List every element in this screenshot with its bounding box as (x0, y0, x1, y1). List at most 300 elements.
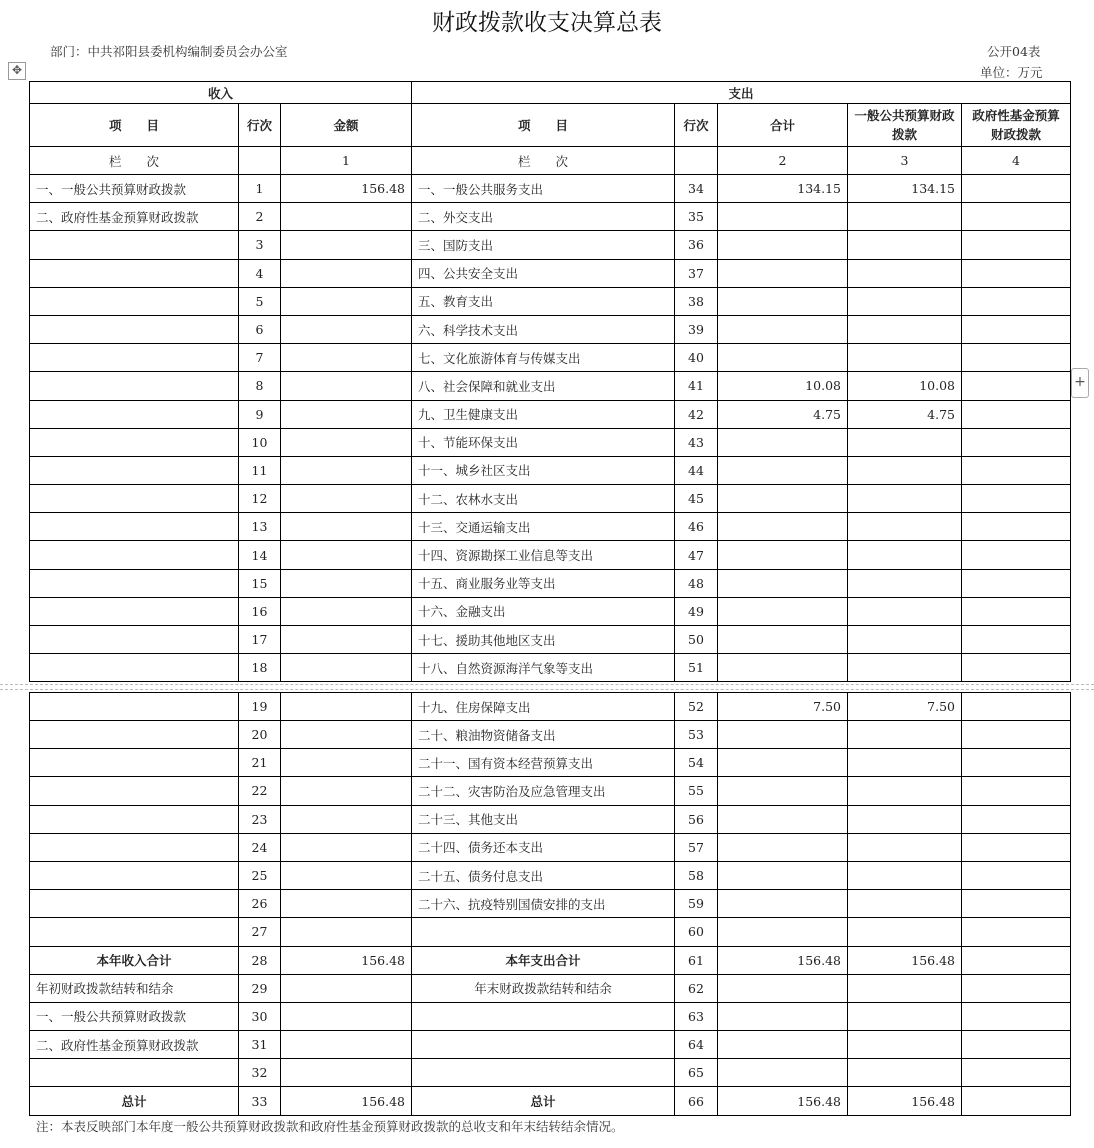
general-budget-cell: 7.50 (848, 693, 962, 721)
general-budget-cell (848, 344, 962, 372)
gov-fund-cell (962, 372, 1071, 400)
expense-item-cell: 十六、金融支出 (412, 597, 675, 625)
expense-item-cell: 二十四、债务还本支出 (412, 833, 675, 861)
general-budget-cell (848, 805, 962, 833)
income-line-cell: 8 (239, 372, 281, 400)
expense-line-cell: 62 (675, 974, 718, 1002)
income-amount-cell (281, 805, 412, 833)
expense-item-cell: 十一、城乡社区支出 (412, 456, 675, 484)
income-amount-cell (281, 890, 412, 918)
gov-fund-cell (962, 231, 1071, 259)
gov-fund-cell (962, 175, 1071, 203)
expense-item-cell: 总计 (412, 1087, 675, 1115)
gov-fund-cell (962, 287, 1071, 315)
general-budget-cell (848, 597, 962, 625)
general-budget-cell (848, 861, 962, 889)
income-amount-cell (281, 287, 412, 315)
expense-item-cell: 本年支出合计 (412, 946, 675, 974)
gov-fund-cell (962, 918, 1071, 946)
income-line-cell: 18 (239, 654, 281, 682)
table-row (30, 569, 1071, 597)
table-row (30, 344, 1071, 372)
income-line-cell: 9 (239, 400, 281, 428)
income-line-cell: 25 (239, 861, 281, 889)
general-budget-cell: 134.15 (848, 175, 962, 203)
gov-fund-cell (962, 626, 1071, 654)
expense-line-cell: 45 (675, 485, 718, 513)
gov-fund-cell (962, 693, 1071, 721)
income-item-cell (30, 569, 239, 597)
expense-total-cell (718, 428, 848, 456)
expense-item-cell: 五、教育支出 (412, 287, 675, 315)
income-amount-cell (281, 693, 412, 721)
income-line-header: 行次 (239, 104, 281, 147)
income-line-cell: 14 (239, 541, 281, 569)
expense-item-cell: 十八、自然资源海洋气象等支出 (412, 654, 675, 682)
expense-item-cell: 二十三、其他支出 (412, 805, 675, 833)
expense-line-header: 行次 (675, 104, 718, 147)
income-line-cell: 30 (239, 1002, 281, 1030)
income-amount-cell (281, 861, 412, 889)
income-item-cell (30, 485, 239, 513)
income-amount-cell (281, 400, 412, 428)
income-line-cell: 23 (239, 805, 281, 833)
expense-total-cell (718, 513, 848, 541)
expense-total-cell (718, 344, 848, 372)
expense-line-cell: 46 (675, 513, 718, 541)
expense-total-cell (718, 456, 848, 484)
income-line-cell: 31 (239, 1031, 281, 1059)
table-row (30, 946, 1071, 974)
income-item-cell (30, 918, 239, 946)
income-line-cell: 7 (239, 344, 281, 372)
expense-total-cell (718, 231, 848, 259)
income-line-cell: 20 (239, 721, 281, 749)
table-row (30, 805, 1071, 833)
gov-fund-cell (962, 1031, 1071, 1059)
income-item-cell (30, 287, 239, 315)
income-amount-cell (281, 654, 412, 682)
income-item-cell (30, 344, 239, 372)
expense-total-header: 合计 (718, 104, 848, 147)
expense-line-cell: 37 (675, 259, 718, 287)
gov-fund-cell (962, 259, 1071, 287)
col-number-cell: 2 (718, 147, 848, 175)
expense-total-cell (718, 1031, 848, 1059)
income-line-cell: 6 (239, 315, 281, 343)
income-line-cell: 28 (239, 946, 281, 974)
expense-item-cell: 二十五、债务付息支出 (412, 861, 675, 889)
expense-total-cell (718, 777, 848, 805)
expense-total-cell (718, 890, 848, 918)
income-item-cell (30, 400, 239, 428)
add-row-icon[interactable]: + (1071, 368, 1089, 398)
general-budget-header: 一般公共预算财政拨款 (848, 104, 962, 147)
expense-line-cell: 51 (675, 654, 718, 682)
general-budget-cell (848, 428, 962, 456)
table-row (30, 974, 1071, 1002)
expense-total-cell: 10.08 (718, 372, 848, 400)
general-budget-cell (848, 721, 962, 749)
expense-line-cell: 64 (675, 1031, 718, 1059)
gov-fund-cell (962, 569, 1071, 597)
expense-line-cell: 63 (675, 1002, 718, 1030)
expense-item-cell: 二、外交支出 (412, 203, 675, 231)
expense-header: 支出 (412, 82, 1071, 104)
gov-fund-cell (962, 597, 1071, 625)
income-item-cell (30, 693, 239, 721)
general-budget-cell (848, 287, 962, 315)
income-amount-cell: 156.48 (281, 175, 412, 203)
income-item-cell (30, 315, 239, 343)
expense-item-cell (412, 918, 675, 946)
table-row (30, 513, 1071, 541)
expense-item-header: 项 目 (412, 104, 675, 147)
gov-fund-cell (962, 203, 1071, 231)
income-line-cell: 33 (239, 1087, 281, 1115)
income-item-cell: 年初财政拨款结转和结余 (30, 974, 239, 1002)
expense-line-cell: 57 (675, 833, 718, 861)
expense-line-cell: 39 (675, 315, 718, 343)
table-row (30, 861, 1071, 889)
expense-line-cell: 43 (675, 428, 718, 456)
expense-total-cell: 134.15 (718, 175, 848, 203)
gov-fund-cell (962, 946, 1071, 974)
income-amount-cell (281, 513, 412, 541)
expense-line-cell: 54 (675, 749, 718, 777)
income-line-cell: 13 (239, 513, 281, 541)
col-label-cell: 栏 次 (30, 147, 239, 175)
expense-item-cell: 三、国防支出 (412, 231, 675, 259)
expense-item-cell: 九、卫生健康支出 (412, 400, 675, 428)
table-row (30, 1002, 1071, 1030)
income-item-cell (30, 626, 239, 654)
expense-line-cell: 55 (675, 777, 718, 805)
general-budget-cell (848, 749, 962, 777)
finance-table-part1 (29, 81, 1071, 682)
income-item-cell (30, 777, 239, 805)
income-header: 收入 (30, 82, 412, 104)
expense-total-cell (718, 287, 848, 315)
expense-line-cell: 53 (675, 721, 718, 749)
income-item-cell (30, 541, 239, 569)
expense-total-cell (718, 861, 848, 889)
expense-item-cell: 八、社会保障和就业支出 (412, 372, 675, 400)
income-amount-cell (281, 259, 412, 287)
income-item-cell (30, 428, 239, 456)
expense-line-cell: 34 (675, 175, 718, 203)
income-amount-cell (281, 918, 412, 946)
income-amount-cell: 156.48 (281, 1087, 412, 1115)
general-budget-cell (848, 1031, 962, 1059)
expense-item-cell: 十四、资源勘探工业信息等支出 (412, 541, 675, 569)
expense-total-cell (718, 805, 848, 833)
general-budget-cell (848, 626, 962, 654)
income-item-cell (30, 372, 239, 400)
income-line-cell: 29 (239, 974, 281, 1002)
expense-line-cell: 47 (675, 541, 718, 569)
table-row (30, 654, 1071, 682)
page-break-line (0, 684, 1094, 685)
expense-total-cell (718, 569, 848, 597)
income-amount-cell (281, 597, 412, 625)
table-row (30, 175, 1071, 203)
general-budget-cell (848, 890, 962, 918)
gov-fund-cell (962, 805, 1071, 833)
col-number-cell: 3 (848, 147, 962, 175)
expense-total-cell (718, 833, 848, 861)
gov-fund-cell (962, 861, 1071, 889)
expense-item-cell: 四、公共安全支出 (412, 259, 675, 287)
income-amount-cell (281, 456, 412, 484)
expense-item-cell (412, 1059, 675, 1087)
income-item-cell (30, 749, 239, 777)
expense-total-cell (718, 541, 848, 569)
income-amount-cell (281, 372, 412, 400)
expense-total-cell (718, 974, 848, 1002)
expense-total-cell (718, 626, 848, 654)
income-item-cell (30, 456, 239, 484)
table-row (30, 626, 1071, 654)
expense-item-cell: 十三、交通运输支出 (412, 513, 675, 541)
table-row (30, 749, 1071, 777)
expense-line-cell: 49 (675, 597, 718, 625)
table-row (30, 833, 1071, 861)
expense-line-cell: 59 (675, 890, 718, 918)
expense-line-cell: 65 (675, 1059, 718, 1087)
income-line-cell: 21 (239, 749, 281, 777)
income-item-cell: 二、政府性基金预算财政拨款 (30, 203, 239, 231)
general-budget-cell: 4.75 (848, 400, 962, 428)
income-line-cell: 12 (239, 485, 281, 513)
income-item-cell: 二、政府性基金预算财政拨款 (30, 1031, 239, 1059)
income-line-cell: 26 (239, 890, 281, 918)
general-budget-cell (848, 513, 962, 541)
expense-total-cell (718, 654, 848, 682)
footnote: 注：本表反映部门本年度一般公共预算财政拨款和政府性基金预算财政拨款的总收支和年末结转结余情况。 (36, 1119, 624, 1134)
income-amount-header: 金额 (281, 104, 412, 147)
general-budget-cell (848, 654, 962, 682)
table-row (30, 1087, 1071, 1115)
income-line-cell: 22 (239, 777, 281, 805)
expense-total-cell (718, 918, 848, 946)
gov-fund-cell (962, 777, 1071, 805)
expense-total-cell (718, 1002, 848, 1030)
expense-line-cell: 48 (675, 569, 718, 597)
expense-line-cell: 44 (675, 456, 718, 484)
expense-total-cell (718, 203, 848, 231)
expense-line-cell: 38 (675, 287, 718, 315)
department-label: 部门：中共祁阳县委机构编制委员会办公室 (50, 44, 288, 59)
gov-fund-cell (962, 1002, 1071, 1030)
table-row (30, 597, 1071, 625)
expense-item-cell: 十二、农林水支出 (412, 485, 675, 513)
income-item-cell (30, 890, 239, 918)
expense-total-cell (718, 1059, 848, 1087)
table-row (30, 203, 1071, 231)
expense-item-cell: 二十二、灾害防治及应急管理支出 (412, 777, 675, 805)
income-line-cell: 3 (239, 231, 281, 259)
income-amount-cell (281, 541, 412, 569)
expense-line-cell: 52 (675, 693, 718, 721)
gov-fund-cell (962, 428, 1071, 456)
expense-item-cell: 一、一般公共服务支出 (412, 175, 675, 203)
income-amount-cell (281, 231, 412, 259)
expense-total-cell (718, 749, 848, 777)
expense-item-cell: 七、文化旅游体育与传媒支出 (412, 344, 675, 372)
general-budget-cell (848, 315, 962, 343)
income-line-cell: 15 (239, 569, 281, 597)
income-item-cell: 本年收入合计 (30, 946, 239, 974)
page-break-line (0, 689, 1094, 690)
expense-line-cell: 50 (675, 626, 718, 654)
expense-total-cell: 7.50 (718, 693, 848, 721)
general-budget-cell (848, 541, 962, 569)
income-line-cell: 16 (239, 597, 281, 625)
expense-line-cell: 40 (675, 344, 718, 372)
table-row (30, 693, 1071, 721)
income-item-cell: 一、一般公共预算财政拨款 (30, 1002, 239, 1030)
income-item-header: 项 目 (30, 104, 239, 147)
gov-fund-cell (962, 654, 1071, 682)
gov-fund-cell (962, 344, 1071, 372)
table-row (30, 485, 1071, 513)
gov-fund-cell (962, 721, 1071, 749)
income-amount-cell (281, 749, 412, 777)
table-row (30, 259, 1071, 287)
expense-item-cell: 十七、援助其他地区支出 (412, 626, 675, 654)
general-budget-cell: 10.08 (848, 372, 962, 400)
income-amount-cell (281, 833, 412, 861)
expense-item-cell: 十五、商业服务业等支出 (412, 569, 675, 597)
income-item-cell (30, 1059, 239, 1087)
general-budget-cell: 156.48 (848, 1087, 962, 1115)
table-row (30, 918, 1071, 946)
general-budget-cell (848, 974, 962, 1002)
expense-item-cell: 十九、住房保障支出 (412, 693, 675, 721)
gov-fund-cell (962, 1087, 1071, 1115)
expense-line-cell: 66 (675, 1087, 718, 1115)
gov-fund-cell (962, 541, 1071, 569)
general-budget-cell (848, 456, 962, 484)
finance-table-part2 (29, 692, 1071, 1116)
expense-line-cell: 61 (675, 946, 718, 974)
income-line-cell: 1 (239, 175, 281, 203)
expense-line-cell: 41 (675, 372, 718, 400)
expense-total-cell (718, 597, 848, 625)
general-budget-cell (848, 833, 962, 861)
gov-fund-cell (962, 513, 1071, 541)
expense-total-cell: 156.48 (718, 1087, 848, 1115)
expense-line-cell: 58 (675, 861, 718, 889)
income-line-cell: 27 (239, 918, 281, 946)
general-budget-cell (848, 569, 962, 597)
table-row (30, 315, 1071, 343)
general-budget-cell (848, 259, 962, 287)
table-row (30, 400, 1071, 428)
expense-line-cell: 35 (675, 203, 718, 231)
expense-total-cell: 156.48 (718, 946, 848, 974)
table-row (30, 428, 1071, 456)
income-item-cell (30, 597, 239, 625)
gov-fund-cell (962, 1059, 1071, 1087)
form-number: 公开04表 (987, 44, 1041, 59)
expense-item-cell: 二十一、国有资本经营预算支出 (412, 749, 675, 777)
gov-fund-cell (962, 400, 1071, 428)
income-amount-cell (281, 1002, 412, 1030)
general-budget-cell (848, 777, 962, 805)
general-budget-cell (848, 1059, 962, 1087)
expense-line-cell: 56 (675, 805, 718, 833)
income-line-cell: 19 (239, 693, 281, 721)
income-amount-cell (281, 344, 412, 372)
expense-item-cell: 二十、粮油物资储备支出 (412, 721, 675, 749)
gov-fund-cell (962, 315, 1071, 343)
table-row (30, 287, 1071, 315)
income-line-cell: 5 (239, 287, 281, 315)
table-row (30, 890, 1071, 918)
expense-total-cell (718, 721, 848, 749)
gov-fund-cell (962, 890, 1071, 918)
col-number-cell: 4 (962, 147, 1071, 175)
income-item-cell (30, 259, 239, 287)
income-amount-cell (281, 203, 412, 231)
income-line-cell: 32 (239, 1059, 281, 1087)
gov-fund-cell (962, 749, 1071, 777)
income-line-cell: 10 (239, 428, 281, 456)
expense-line-cell: 36 (675, 231, 718, 259)
income-item-cell (30, 513, 239, 541)
income-amount-cell (281, 315, 412, 343)
income-item-cell (30, 721, 239, 749)
general-budget-cell (848, 1002, 962, 1030)
income-line-cell: 17 (239, 626, 281, 654)
income-amount-cell (281, 485, 412, 513)
income-amount-cell (281, 569, 412, 597)
unit-label: 单位：万元 (980, 65, 1043, 80)
income-amount-cell (281, 721, 412, 749)
table-row (30, 1031, 1071, 1059)
gov-fund-cell (962, 974, 1071, 1002)
expense-item-cell: 十、节能环保支出 (412, 428, 675, 456)
general-budget-cell (848, 485, 962, 513)
expense-item-cell (412, 1002, 675, 1030)
table-row (30, 541, 1071, 569)
income-line-cell: 11 (239, 456, 281, 484)
income-line-cell: 2 (239, 203, 281, 231)
table-row (30, 372, 1071, 400)
gov-fund-cell (962, 833, 1071, 861)
expense-total-cell (718, 315, 848, 343)
col-number-cell: 1 (281, 147, 412, 175)
income-item-cell: 总计 (30, 1087, 239, 1115)
expense-total-cell (718, 485, 848, 513)
expense-item-cell: 六、科学技术支出 (412, 315, 675, 343)
general-budget-cell: 156.48 (848, 946, 962, 974)
income-item-cell (30, 805, 239, 833)
income-amount-cell (281, 777, 412, 805)
col-label-cell: 栏 次 (412, 147, 675, 175)
income-item-cell (30, 231, 239, 259)
expense-item-cell (412, 1031, 675, 1059)
gov-fund-header: 政府性基金预算财政拨款 (962, 104, 1071, 147)
move-handle-icon[interactable]: ✥ (8, 62, 26, 80)
expense-total-cell: 4.75 (718, 400, 848, 428)
income-amount-cell (281, 626, 412, 654)
table-row (30, 777, 1071, 805)
table-row (30, 1059, 1071, 1087)
income-amount-cell: 156.48 (281, 946, 412, 974)
